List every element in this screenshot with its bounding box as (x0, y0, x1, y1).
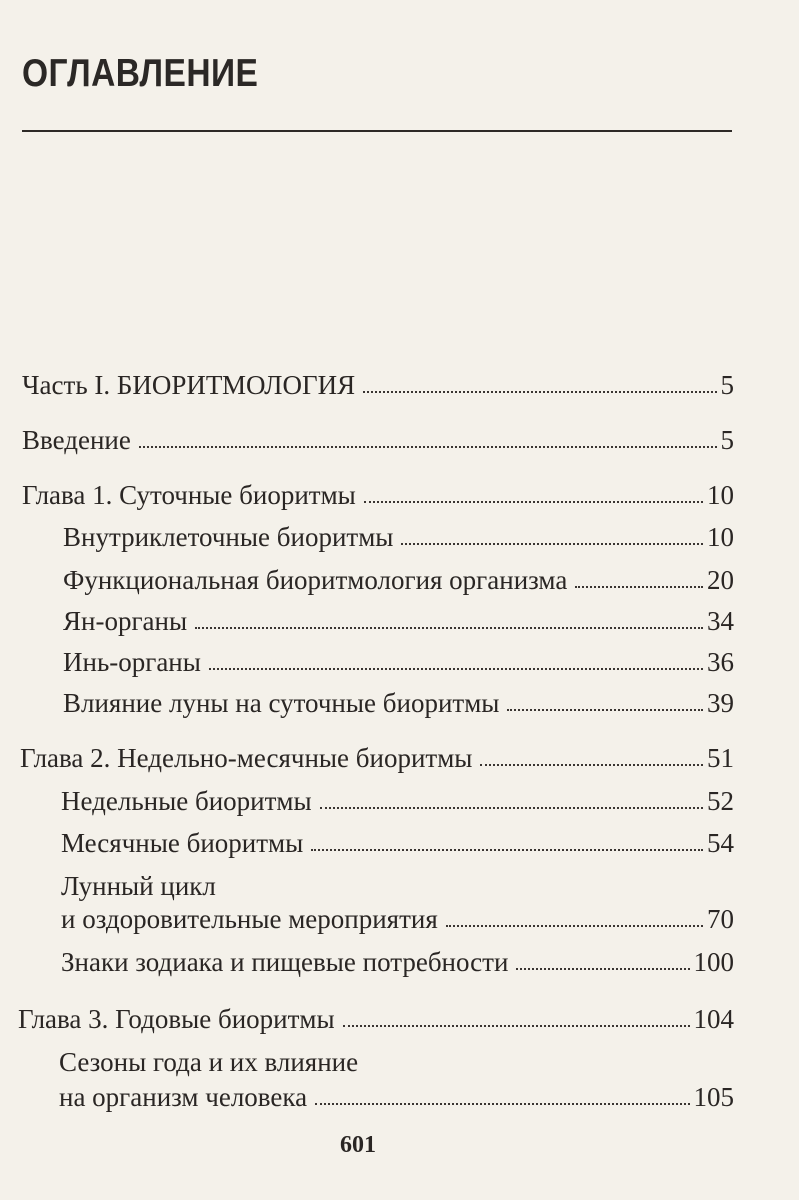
toc-entry-page: 20 (707, 565, 734, 595)
toc-entry-chapter-1 (22, 478, 734, 512)
toc-entry-subsection (63, 604, 734, 638)
toc-entry-page: 34 (707, 606, 734, 636)
toc-entry-label: и оздоровительные мероприятия (61, 904, 438, 934)
toc-entry-label: Недельные биоритмы (61, 786, 312, 816)
toc-entry-subsection (59, 1080, 734, 1114)
toc-entry-part-1 (22, 368, 734, 402)
toc-entry-label: Введение (22, 425, 131, 455)
toc-entry-label: Влияние луны на суточные биоритмы (63, 688, 500, 718)
dot-leader (311, 848, 703, 851)
dot-leader (139, 445, 717, 448)
dot-leader (363, 390, 716, 393)
toc-entry-label: Инь-органы (63, 647, 201, 677)
page-number: 601 (340, 1132, 376, 1158)
toc-entry-subsection (61, 784, 734, 818)
toc-entry-label: Месячные биоритмы (61, 828, 304, 858)
dot-leader (195, 626, 703, 629)
dot-leader (516, 967, 689, 970)
toc-entry-page: 105 (693, 1082, 734, 1112)
dot-leader (343, 1024, 690, 1027)
title-rule (22, 130, 732, 132)
page-title: ОГЛАВЛЕНИЕ (22, 52, 259, 95)
toc-entry-subsection (63, 686, 734, 720)
toc-entry-label: Глава 1. Суточные биоритмы (22, 480, 356, 510)
toc-entry-page: 54 (707, 828, 734, 858)
dot-leader (446, 924, 703, 927)
toc-entry-label: Знаки зодиака и пищевые потребности (61, 947, 509, 977)
dot-leader (209, 667, 703, 670)
toc-entry-page: 100 (693, 947, 734, 977)
dot-leader (364, 500, 703, 503)
toc-entry-chapter-3 (18, 1002, 734, 1036)
toc-entry-subsection (63, 563, 734, 597)
toc-entry-first-line: Лунный цикл (61, 871, 216, 901)
toc-entry-page: 51 (707, 743, 734, 773)
toc-entry-page: 10 (707, 522, 734, 552)
dot-leader (480, 763, 703, 766)
toc-entry-page: 5 (720, 425, 734, 455)
toc-entry-subsection (63, 520, 734, 554)
toc-entry-label: Глава 3. Годовые биоритмы (18, 1004, 335, 1034)
toc-entry-page: 52 (707, 786, 734, 816)
toc-entry-label: на организм человека (59, 1082, 308, 1112)
toc-entry-subsection (61, 902, 734, 936)
toc-entry-page: 10 (707, 480, 734, 510)
toc-entry-first-line: Сезоны года и их влияние (59, 1047, 359, 1077)
toc-entry-label: Часть I. БИОРИТМОЛОГИЯ (22, 370, 356, 400)
toc-entry-subsection (61, 826, 734, 860)
dot-leader (320, 806, 703, 809)
toc-entry-page: 39 (707, 688, 734, 718)
toc-entry-subsection (63, 645, 734, 679)
toc-entry-chapter-2 (20, 741, 734, 775)
dot-leader (575, 585, 703, 588)
toc-entry-page: 70 (707, 904, 734, 934)
toc-entry-label: Ян-органы (63, 606, 188, 636)
toc-entry-intro (22, 423, 734, 457)
toc-entry-label: Функциональная биоритмология организма (63, 565, 568, 595)
dot-leader (401, 542, 703, 545)
toc-entry-page: 5 (720, 370, 734, 400)
dot-leader (315, 1102, 689, 1105)
toc-entry-page: 104 (693, 1004, 734, 1034)
toc-entry-label: Внутриклеточные биоритмы (63, 522, 394, 552)
toc-entry-label: Глава 2. Недельно-месячные биоритмы (20, 743, 473, 773)
toc-entry-page: 36 (707, 647, 734, 677)
dot-leader (507, 708, 703, 711)
toc-entry-subsection (61, 945, 734, 979)
